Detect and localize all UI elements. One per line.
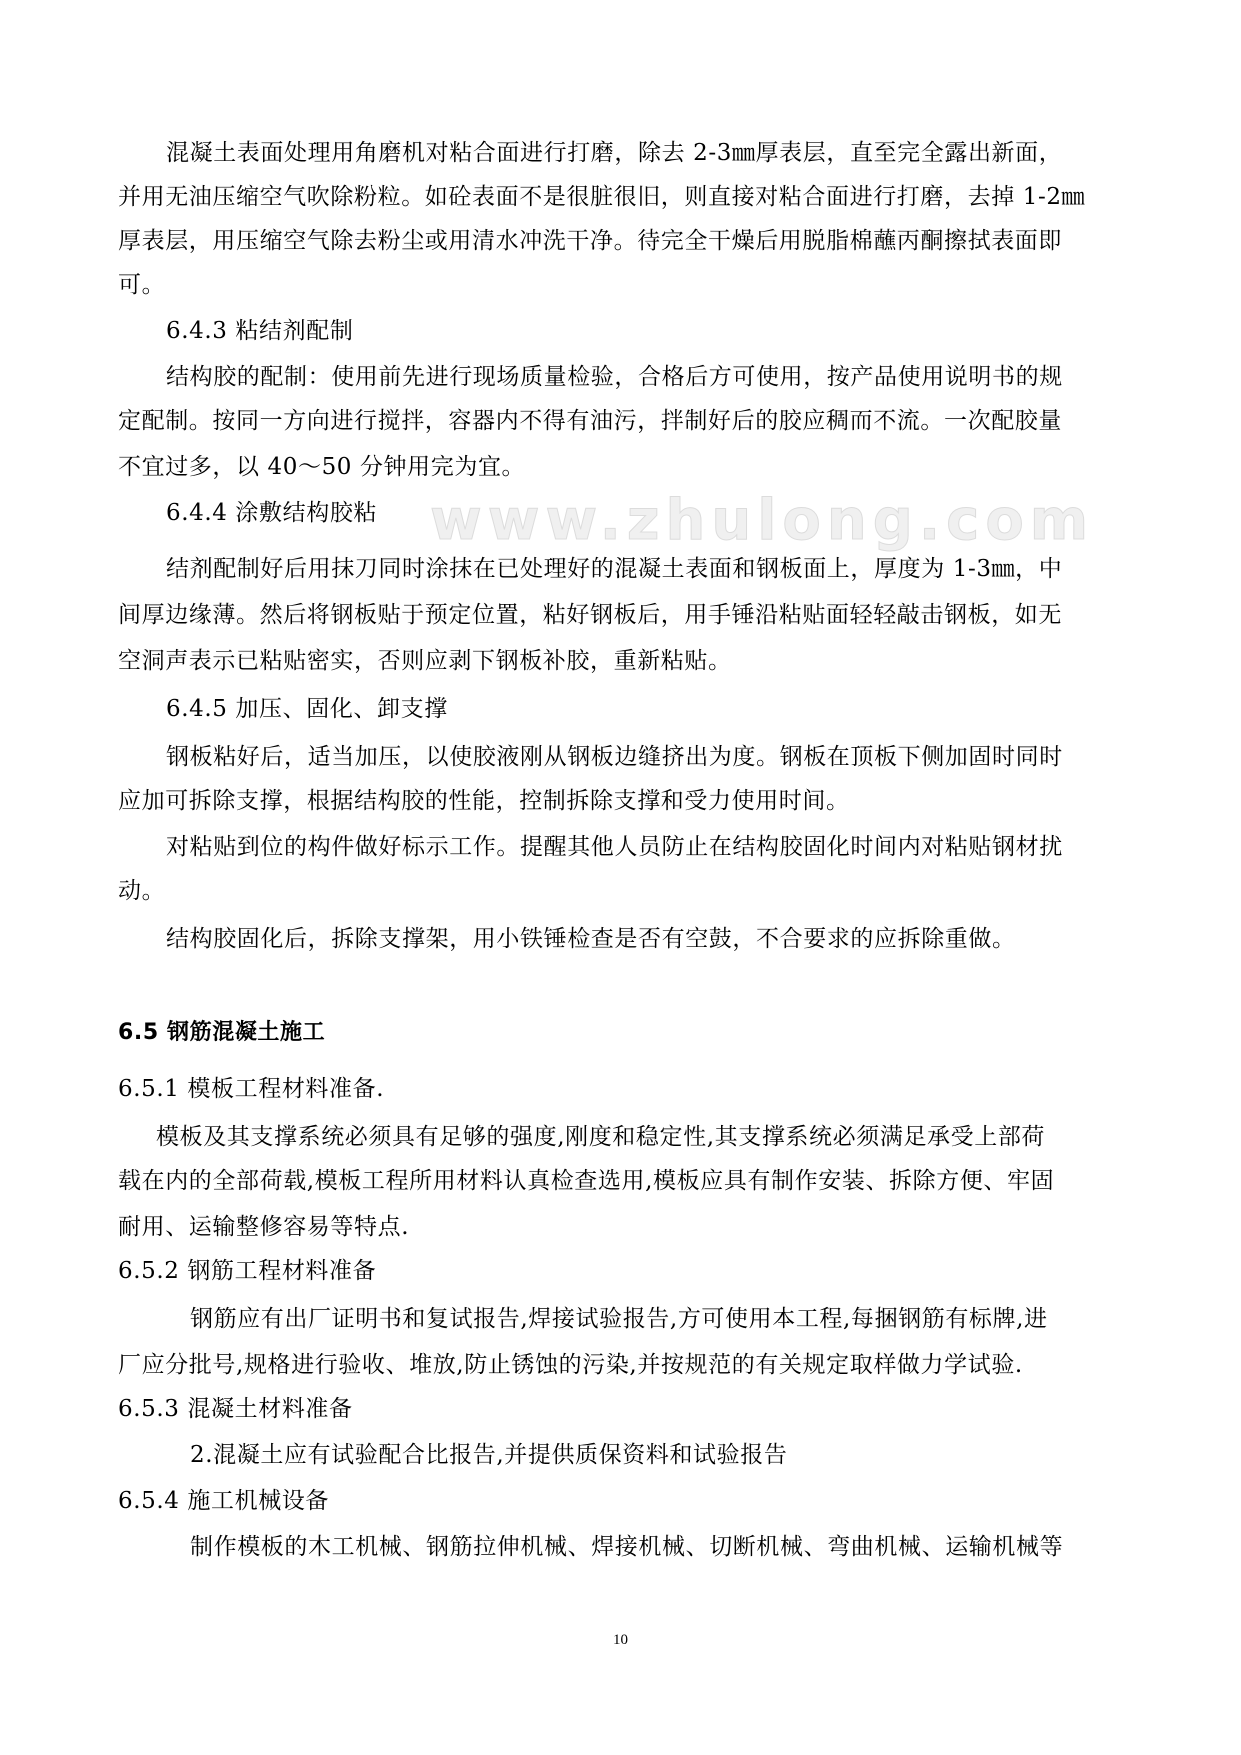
subsection-heading: 6.5.1 模板工程材料准备.: [118, 1076, 385, 1102]
paragraph-line: 钢筋应有出厂证明书和复试报告,焊接试验报告,方可使用本工程,每捆钢筋有标牌,进: [190, 1306, 1048, 1332]
watermark: www.zhulong.com: [430, 488, 1095, 553]
section-heading: 6.5 钢筋混凝土施工: [118, 1020, 326, 1045]
paragraph-line: 结构胶的配制：使用前先进行现场质量检验，合格后方可使用，按产品使用说明书的规: [166, 364, 1063, 390]
paragraph-line: 空洞声表示已粘贴密实，否则应剥下钢板补胶，重新粘贴。: [118, 648, 732, 674]
subsection-heading: 6.5.3 混凝土材料准备: [118, 1396, 353, 1422]
subsection-heading: 6.5.4 施工机械设备: [118, 1488, 330, 1514]
paragraph-line: 定配制。按同一方向进行搅拌，容器内不得有油污，拌制好后的胶应稠而不流。一次配胶量: [118, 408, 1062, 434]
subsection-heading: 6.5.2 钢筋工程材料准备: [118, 1258, 377, 1284]
page-number: 10: [613, 1632, 628, 1648]
paragraph-line: 厚表层，用压缩空气除去粉尘或用清水冲洗干净。待完全干燥后用脱脂棉蘸丙酮擦拭表面即: [118, 228, 1062, 254]
paragraph-line: 结构胶固化后，拆除支撑架，用小铁锤检查是否有空鼓，不合要求的应拆除重做。: [166, 926, 1016, 952]
paragraph-line: 动。: [118, 878, 166, 904]
paragraph-line: 可。: [118, 272, 166, 298]
paragraph-line: 2.混凝土应有试验配合比报告,并提供质保资料和试验报告: [190, 1442, 788, 1468]
paragraph-line: 混凝土表面处理用角磨机对粘合面进行打磨，除去 2-3㎜厚表层，直至完全露出新面，: [166, 140, 1063, 166]
paragraph-line: 耐用、运输整修容易等特点.: [118, 1214, 410, 1240]
paragraph-line: 不宜过多，以 40～50 分钟用完为宜。: [118, 454, 526, 480]
paragraph-line: 钢板粘好后，适当加压，以使胶液刚从钢板边缝挤出为度。钢板在顶板下侧加固时同时: [166, 744, 1063, 770]
paragraph-line: 载在内的全部荷载,模板工程所用材料认真检查选用,模板应具有制作安装、拆除方便、牢固: [118, 1168, 1055, 1194]
paragraph-line: 制作模板的木工机械、钢筋拉伸机械、焊接机械、切断机械、弯曲机械、运输机械等: [190, 1534, 1064, 1560]
paragraph-line: 模板及其支撑系统必须具有足够的强度,刚度和稳定性,其支撑系统必须满足承受上部荷: [156, 1124, 1046, 1150]
paragraph-line: 结剂配制好后用抹刀同时涂抹在已处理好的混凝土表面和钢板面上，厚度为 1-3㎜，中: [166, 556, 1063, 582]
paragraph-line: 并用无油压缩空气吹除粉粒。如砼表面不是很脏很旧，则直接对粘合面进行打磨，去掉 1-2㎜: [118, 184, 1086, 210]
paragraph-line: 间厚边缘薄。然后将钢板贴于预定位置，粘好钢板后，用手锤沿粘贴面轻轻敲击钢板，如无: [118, 602, 1062, 628]
paragraph-line: 应加可拆除支撑，根据结构胶的性能，控制拆除支撑和受力使用时间。: [118, 788, 850, 814]
subsection-heading: 6.4.5 加压、固化、卸支撑: [166, 696, 448, 722]
subsection-heading: 6.4.4 涂敷结构胶粘: [166, 500, 378, 526]
paragraph-line: 厂应分批号,规格进行验收、堆放,防止锈蚀的污染,并按规范的有关规定取样做力学试验.: [118, 1352, 1023, 1378]
subsection-heading: 6.4.3 粘结剂配制: [166, 318, 354, 344]
paragraph-line: 对粘贴到位的构件做好标示工作。提醒其他人员防止在结构胶固化时间内对粘贴钢材扰: [166, 834, 1063, 860]
